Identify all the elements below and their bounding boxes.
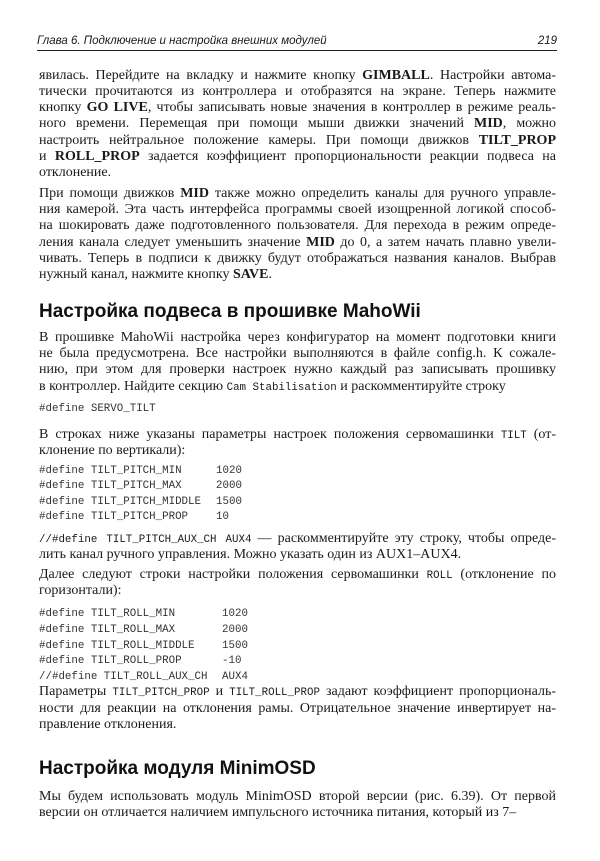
bold-term: MID — [474, 116, 503, 131]
code-name: #define TILT_ROLL_MIN — [39, 608, 176, 620]
text-run: Далее следуют строки настройки положения сервомашинки — [39, 567, 427, 582]
text-run: нию, при этом для проверки настроек нужно каждый раз записывать прошивку — [39, 362, 556, 377]
paragraph-line — [39, 717, 556, 733]
code-name: #define TILT_PITCH_MIN — [39, 465, 182, 477]
text-run: задают коэффициент пропорциональ- — [319, 684, 556, 699]
paragraph-line — [39, 330, 556, 346]
paragraph-line — [39, 133, 556, 149]
code-value: AUX4 — [222, 671, 248, 683]
text-run: правление отклонения. — [39, 717, 177, 732]
header-rule — [37, 50, 557, 51]
paragraph-line — [39, 567, 556, 583]
code-name: #define TILT_PITCH_MIDDLE — [39, 496, 201, 508]
text-run: кнопку — [39, 100, 87, 115]
code-line — [39, 479, 259, 493]
text-run: ления канала следует уменьшить значение — [39, 235, 307, 250]
text-run: ного времени. Перемещая при помощи мыши движки значений — [39, 116, 475, 131]
text-run: , чтобы записывать новые значения в контроллер в режиме реаль- — [147, 100, 557, 115]
paragraph-line — [39, 701, 556, 717]
text-run: . — [268, 267, 272, 282]
paragraph-line — [39, 116, 556, 132]
text-run: (от- — [526, 427, 556, 442]
paragraph-line — [39, 805, 556, 821]
code-value: 1020 — [222, 608, 248, 620]
text-run: лить канал ручного управления. Можно указать один из AUX1–AUX4. — [39, 547, 462, 562]
paragraph-line — [39, 427, 556, 443]
code-name: //#define TILT_ROLL_AUX_CH — [39, 671, 208, 683]
paragraph-line — [39, 789, 556, 805]
text-run: и раскомментируйте строку — [336, 379, 506, 394]
code-line — [39, 495, 259, 509]
paragraph-line — [39, 362, 556, 378]
bold-term: GO LIVE — [86, 100, 148, 115]
code-name: #define TILT_ROLL_PROP — [39, 655, 182, 667]
code-line — [39, 623, 259, 637]
code-value: 1020 — [216, 465, 242, 477]
code-value: 2000 — [222, 624, 248, 636]
code-line — [39, 607, 259, 621]
text-run: В прошивке MahoWii настройка через конфигуратор на момент подготовки книги — [39, 330, 556, 345]
running-header — [37, 35, 557, 47]
paragraph-line — [39, 68, 556, 84]
text-run: и — [209, 684, 230, 699]
text-run: версии он отличается наличием импульсного источника питания, который из 7– — [39, 805, 517, 820]
text-run: на шокировать даже подготовленного пользователя. Для перехода в режим опреде- — [39, 218, 556, 233]
paragraph-line — [39, 235, 556, 251]
text-run: тически прочитаются из контроллера и отобразятся на экране. Теперь нажмите — [39, 84, 556, 99]
code-line — [39, 464, 259, 478]
text-run: отклонение. — [39, 165, 112, 180]
code-value: 1500 — [216, 496, 242, 508]
text-run: Мы будем использовать модуль MinimOSD второй версии (рис. 6.39). От первой — [39, 789, 556, 804]
code-value: 1500 — [222, 640, 248, 652]
code-name: #define TILT_ROLL_MIDDLE — [39, 640, 195, 652]
code-line — [39, 639, 259, 653]
section-heading: Настройка модуля MinimOSD — [39, 758, 316, 779]
paragraph-line — [39, 267, 556, 283]
text-run: явилась. Перейдите на вкладку и нажмите кнопку — [39, 68, 363, 83]
text-run: , можно — [502, 116, 556, 131]
code-line — [39, 402, 259, 416]
paragraph-line — [39, 202, 556, 218]
text-run: — раскомментируйте эту строку, чтобы опреде- — [251, 531, 556, 546]
text-run: до 0, а затем начать плавно увели- — [334, 235, 556, 250]
code-line — [39, 654, 259, 668]
bold-term: TILT_PROP — [478, 133, 556, 148]
chapter-title: Глава 6. Подключение и настройка внешних модулей — [37, 35, 327, 47]
code-name: #define TILT_PITCH_MAX — [39, 480, 182, 492]
text-run: и — [39, 149, 55, 164]
text-run: нужный канал, нажмите кнопку — [39, 267, 233, 282]
paragraph-line — [39, 346, 556, 362]
page-number: 219 — [537, 35, 557, 47]
text-run: (отклонение по — [452, 567, 556, 582]
bold-term: MID — [306, 235, 335, 250]
paragraph-line — [39, 186, 556, 202]
code-value: 2000 — [216, 480, 242, 492]
text-run: чивать. Теперь в подписи к движку будут отображаться названия каналов. Выбрав — [39, 251, 556, 266]
code-name: #define TILT_ROLL_MAX — [39, 624, 176, 636]
text-run: ности для реакции на отклонения рамы. Отрицательное значение инвертирует на- — [39, 701, 556, 716]
text-run: ния камерой. Эта часть интерфейса программы своей изощренной логикой способ- — [39, 202, 556, 217]
code-line — [39, 510, 259, 524]
paragraph-line — [39, 531, 556, 547]
paragraph-line — [39, 100, 556, 116]
inline-code: TILT_ROLL_PROP — [229, 687, 320, 699]
paragraph-line — [39, 218, 556, 234]
text-run: При помощи движков — [39, 186, 181, 201]
code-value: -10 — [222, 655, 242, 667]
code-value: 10 — [216, 511, 229, 523]
text-run: горизонтали): — [39, 583, 122, 598]
inline-code: //#define TILT_PITCH_AUX_CH AUX4 — [39, 534, 252, 546]
paragraph-line — [39, 251, 556, 267]
code-name: #define TILT_PITCH_PROP — [39, 511, 189, 523]
code-name: #define SERVO_TILT — [39, 403, 156, 415]
text-run: настроить нейтральное положение камеры. При помощи движков — [39, 133, 479, 148]
inline-code: TILT — [500, 430, 527, 442]
text-run: клонение по вертикали): — [39, 443, 186, 458]
paragraph-line — [39, 84, 556, 100]
paragraph-line — [39, 149, 556, 165]
paragraph-line — [39, 165, 556, 181]
inline-code: Cam Stabilisation — [226, 382, 337, 394]
paragraph-line — [39, 547, 556, 563]
paragraph-line — [39, 443, 556, 459]
inline-code: TILT_PITCH_PROP — [112, 687, 210, 699]
paragraph-line — [39, 379, 556, 395]
bold-term: SAVE — [232, 267, 269, 282]
text-run: не была предусмотрена. Все настройки выполняются в файле config.h. К сожале- — [39, 346, 556, 361]
bold-term: MID — [180, 186, 209, 201]
code-line — [39, 670, 259, 684]
text-run: . Настройки автома- — [429, 68, 556, 83]
text-run: также можно определить каналы для ручного управле- — [209, 186, 557, 201]
inline-code: ROLL — [426, 570, 453, 582]
paragraph-line — [39, 684, 556, 700]
bold-term: ROLL_PROP — [54, 149, 140, 164]
bold-term: GIMBALL — [362, 68, 430, 83]
paragraph-line — [39, 583, 556, 599]
text-run: задается коэффициент пропорциональности реакции подвеса на — [139, 149, 556, 164]
section-heading: Настройка подвеса в прошивке MahoWii — [39, 301, 421, 322]
text-run: В строках ниже указаны параметры настроек положения сервомашинки — [39, 427, 501, 442]
text-run: в контроллер. Найдите секцию — [39, 379, 227, 394]
text-run: Параметры — [39, 684, 113, 699]
